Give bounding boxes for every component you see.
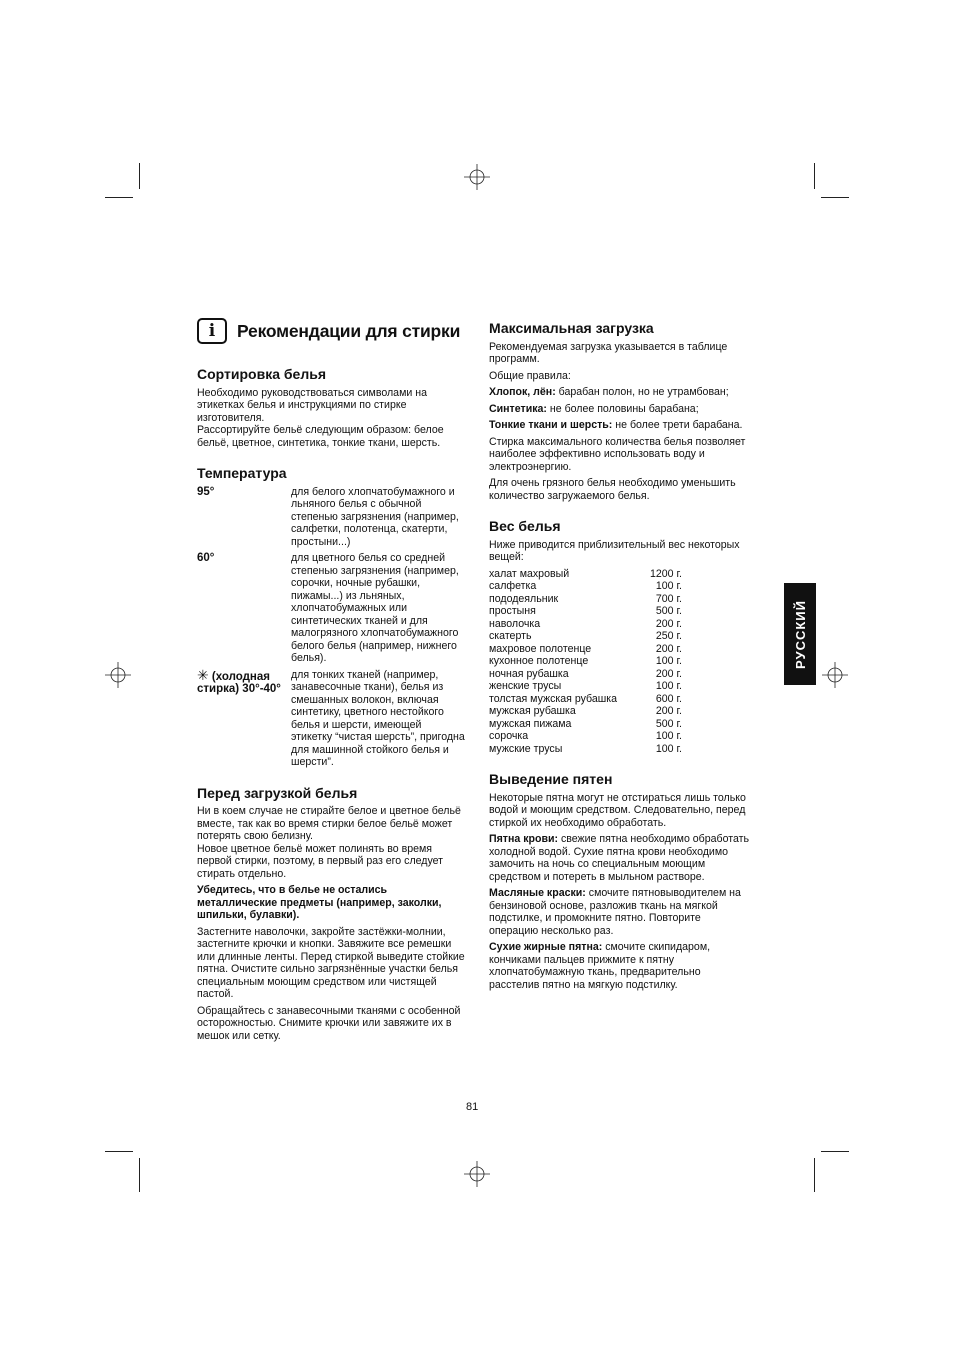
- temperature-label: 95°: [197, 485, 215, 498]
- section-sorting: [197, 368, 465, 449]
- language-tab-label: РУССКИЙ: [792, 599, 808, 669]
- table-row: мужская рубашка 200 г.: [489, 705, 682, 717]
- paragraph: Новое цветное бельё может полинять во время первой стирки, поэтому, в первый раз его следует стирать отдельно.: [197, 842, 444, 880]
- paragraph: Рассортируйте бельё следующим образом: белое бельё, цветное, синтетика, тонкие ткани, шерсть.: [197, 424, 444, 449]
- paragraph: Общие правила:: [489, 369, 571, 382]
- paragraph: Рекомендуемая загрузка указывается в таблице программ.: [489, 340, 728, 365]
- crop-mark: [814, 163, 815, 189]
- table-row: скатерть 250 г.: [489, 630, 682, 642]
- crop-mark: [105, 197, 133, 198]
- temperature-row: [197, 666, 465, 769]
- table-row: пододеяльник 700 г.: [489, 592, 682, 605]
- load-rule: Тонкие ткани и шерсть: не более трети барабана.: [489, 419, 743, 431]
- table-row: салфетка 100 г.: [489, 580, 682, 592]
- paragraph: Обращайтесь с занавесочными тканями с особенной осторожностью. Снимите крючки или завяжите их в мешок или сетку.: [197, 1004, 461, 1042]
- registration-mark-icon: [464, 1161, 490, 1187]
- section-max-load: [489, 322, 751, 502]
- load-rule: Синтетика: не более половины барабана;: [489, 402, 699, 415]
- registration-mark-icon: [464, 164, 490, 190]
- crop-mark: [814, 1158, 815, 1192]
- info-icon: i: [197, 318, 227, 344]
- crop-mark: [105, 1151, 133, 1152]
- stain-tip: Масляные краски: смочите пятновыводителем на бензиновой основе, разложив ткань на мягкой подстилке, и промокните пятно. Повторите операцию несколько раз.: [489, 887, 741, 937]
- snowflake-icon: ✳: [197, 666, 209, 683]
- crop-mark: [821, 1151, 849, 1152]
- section-heading: Максимальная загрузка: [489, 320, 654, 336]
- crop-mark: [821, 197, 849, 198]
- temperature-label: 60°: [197, 552, 215, 564]
- section-heading: Сортировка белья: [197, 366, 326, 382]
- temperature-description: для белого хлопчатобумажного и льняного белья с обычной степенью загрязнения (например, салфетки, полотенца, скатерти, простыни...): [291, 485, 459, 548]
- left-column: [197, 318, 465, 1060]
- warning-paragraph: Убедитесь, что в белье не остались металлические предметы (например, заколки, шпильки, булавки).: [197, 884, 442, 921]
- temperature-row: [197, 486, 465, 549]
- registration-mark-icon: [822, 662, 848, 688]
- table-row: женские трусы 100 г.: [489, 680, 682, 692]
- section-before-loading: [197, 784, 465, 1043]
- right-column: [489, 322, 751, 1009]
- stain-tip: Сухие жирные пятна: смочите скипидаром, кончиками пальцев прижмите к пятну хлопчатобумажную ткань, предварительно расстелив пятно на мягкую подстилку.: [489, 941, 711, 991]
- paragraph: Ниже приводится приблизительный вес некоторых вещей:: [489, 538, 740, 563]
- table-row: простыня 500 г.: [489, 605, 682, 617]
- section-temperature: [197, 467, 465, 769]
- registration-mark-icon: [105, 662, 131, 688]
- paragraph: Для очень грязного белья необходимо уменьшить количество загружаемого белья.: [489, 477, 736, 502]
- page-number: 81: [466, 1101, 479, 1113]
- temperature-label: ✳ (холодная стирка) 30°-40°: [197, 666, 281, 695]
- section-heading: Температура: [197, 465, 287, 481]
- page-title: Рекомендации для стирки: [237, 320, 461, 341]
- table-row: мужская пижама 500 г.: [489, 717, 682, 730]
- table-row: ночная рубашка 200 г.: [489, 667, 682, 680]
- paragraph: Стирка максимального количества белья позволяет наиболее эффективно использовать воду и электроэнергию.: [489, 435, 746, 473]
- table-row: сорочка 100 г.: [489, 730, 682, 742]
- paragraph: Застегните наволочки, закройте застёжки-молнии, застегните крючки и кнопки. Завяжите все ремешки или длинные ленты. Перед стиркой выведите стойкие пятна. Очистите сильно загрязнённые участки белья специальным моющим средством или чистящей пастой.: [197, 925, 465, 1000]
- crop-mark: [139, 1158, 140, 1192]
- paragraph: Необходимо руководствоваться символами на этикетках белья и инструкциями по стирке изготовителя.: [197, 386, 427, 424]
- load-rule: Хлопок, лён: барабан полон, но не утрамбован;: [489, 386, 729, 398]
- page-title-row: [197, 318, 465, 344]
- paragraph: Некоторые пятна могут не отстираться лишь только водой и моющим средством. Следовательно, перед стиркой их необходимо обработать.: [489, 791, 746, 829]
- temperature-description: для цветного белья со средней степенью загрязнения (например, сорочки, ночные рубашки, пижамы...) из льняных, хлопчатобумажных или синтетических тканей и для малогрязного хлопчатобумажного белого белья (например, нижнего белья).: [291, 552, 459, 664]
- table-row: толстая мужская рубашка 600 г.: [489, 692, 682, 705]
- section-stains: [489, 773, 751, 991]
- table-row: наволочка 200 г.: [489, 617, 682, 630]
- crop-mark: [139, 163, 140, 189]
- stain-tip: Пятна крови: свежие пятна необходимо обработать холодной водой. Сухие пятна крови необходимо замочить на ночь со специальным моющим средством и потереть в мыльном растворе.: [489, 833, 750, 883]
- language-tab: [784, 583, 816, 685]
- table-row: халат махровый 1200 г.: [489, 567, 682, 580]
- temperature-row: [197, 552, 465, 665]
- section-heading: Выведение пятен: [489, 771, 613, 787]
- section-heading: Вес белья: [489, 518, 561, 534]
- table-row: мужские трусы 100 г.: [489, 742, 682, 755]
- table-row: кухонное полотенце 100 г.: [489, 655, 682, 667]
- weight-table: [489, 568, 682, 756]
- paragraph: Ни в коем случае не стирайте белое и цветное бельё вместе, так как во время стирки белое бельё может потерять свою белизну.: [197, 805, 461, 842]
- temperature-description: для тонких тканей (например, занавесочные ткани), белья из смешанных волокон, включая синтетику, цветного нестойкого белья и шерсти, имеющей этикетку “чистая шерсть”, пригодна для машинной стойкого белья и шерсти”.: [291, 668, 465, 768]
- table-row: махровое полотенце 200 г.: [489, 642, 682, 655]
- section-weights: [489, 520, 751, 755]
- section-heading: Перед загрузкой белья: [197, 784, 358, 801]
